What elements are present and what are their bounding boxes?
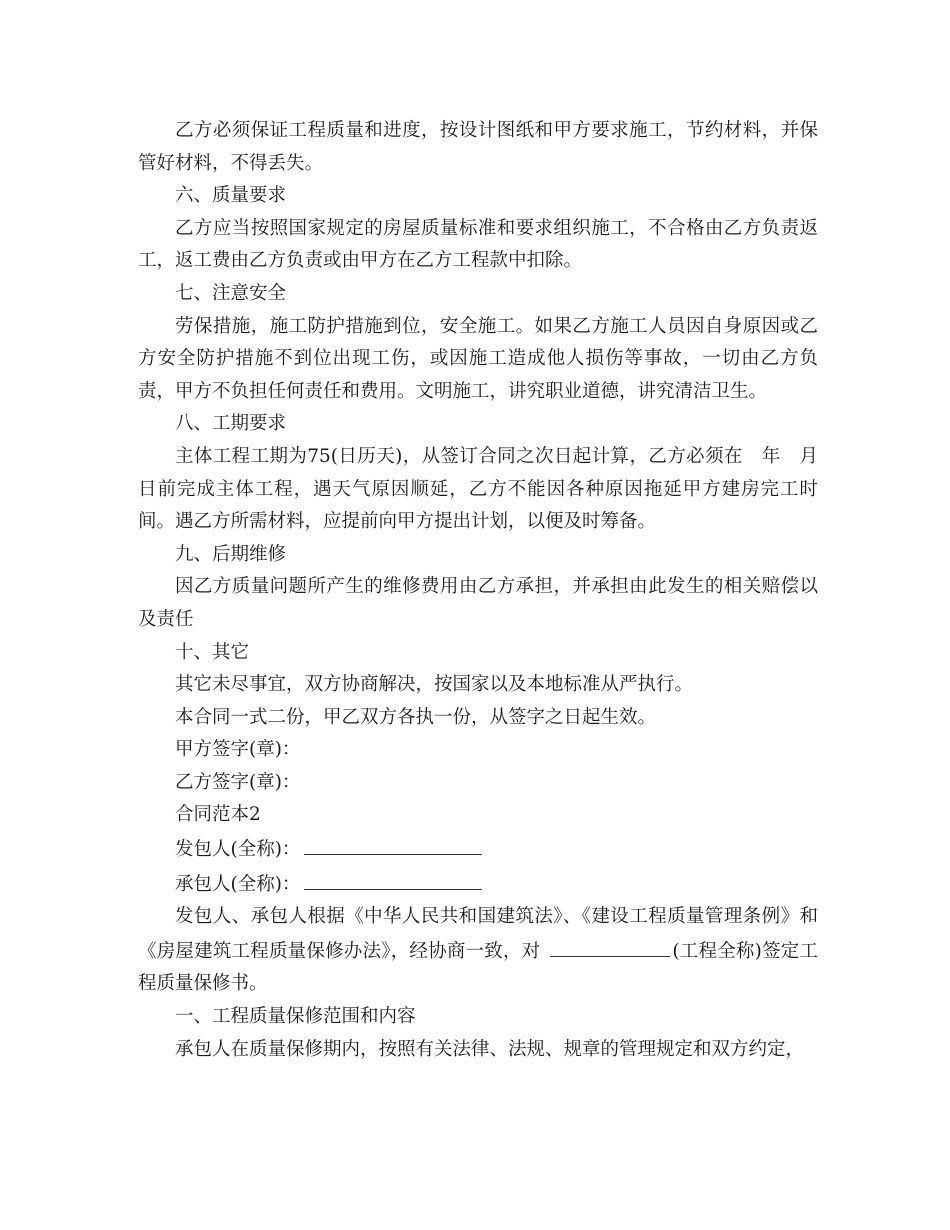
paragraph-maintenance: 因乙方质量问题所产生的维修费用由乙方承担，并承担由此发生的相关赔偿以及责任 [138,576,818,630]
party-b-signature: 乙方签字(章)： [175,771,301,793]
document-body [138,115,818,1066]
employer-line [138,832,818,867]
heading-schedule: 八、工期要求 [175,413,287,435]
contractor-label: 承包人(全称)： [175,873,301,895]
heading-quality-requirements: 六、质量要求 [175,185,287,207]
paragraph-warranty-scope: 承包人在质量保修期内，按照有关法律、法规、规章的管理规定和双方约定， [175,1038,805,1060]
paragraph-safety-measures: 劳保措施，施工防护措施到位，安全施工。如果乙方施工人员因自身原因或乙方安全防护措施不到位出现工伤，或因施工造成他人损伤等事故，一切由乙方负责，甲方不负担任何责任和费用。文明施工，讲究职业道德，讲究清洁卫生。 [138,315,818,402]
paragraph-schedule: 主体工程工期为75(日历天)，从签订合同之次日起计算，乙方必须在 年 月日前完成主体工程，遇天气原因顺延，乙方不能因各种原因拖延甲方建房完工时间。遇乙方所需材料，应提前向甲方提出计划，以便及时筹备。 [138,445,818,533]
heading-maintenance: 九、后期维修 [175,543,287,565]
paragraph-effective: 本合同一式二份，甲乙双方各执一份，从签字之日起生效。 [175,706,657,728]
project-name-blank [550,934,670,957]
paragraph-material-care: 乙方必须保证工程质量和进度，按设计图纸和甲方要求施工，节约材料，并保管好材料，不得丢失。 [138,120,818,174]
contractor-line [138,867,818,902]
employer-blank [304,832,482,855]
legal-basis-text-start: 发包人、承包人根据《中华人民共和国建筑法》、《建设工程质量管理条例》和《房屋建筑工程质量保修办法》，经协商一致，对 [138,906,818,962]
paragraph-quality-standard: 乙方应当按照国家规定的房屋质量标准和要求组织施工，不合格由乙方负责返工，返工费由乙方负责或由甲方在乙方工程款中扣除。 [138,217,818,272]
heading-warranty-scope: 一、工程质量保修范围和内容 [175,1006,416,1028]
contract-sample-title: 合同范本2 [175,804,261,826]
employer-label: 发包人(全称)： [175,839,301,861]
contractor-blank [304,867,482,890]
paragraph-other-matters: 其它未尽事宜，双方协商解决，按国家以及本地标准从严执行。 [175,674,694,696]
heading-safety: 七、注意安全 [175,282,287,304]
paragraph-legal-basis [138,901,818,1001]
legal-basis-text-end: (工程全称)签定工程质量保修书。 [138,940,818,995]
heading-other: 十、其它 [175,641,250,663]
party-a-signature: 甲方签字(章)： [175,739,301,761]
